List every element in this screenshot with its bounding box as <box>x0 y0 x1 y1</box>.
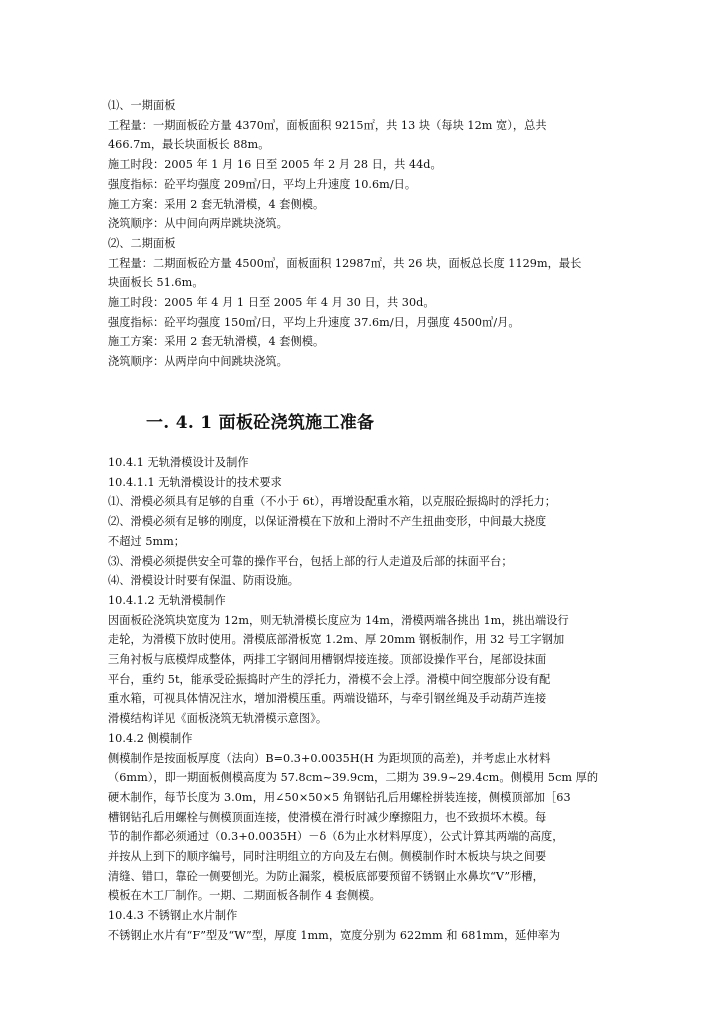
subheading-10-4-1-1: 10.4.1.1 无轨滑模设计的技术要求 <box>108 475 282 489</box>
paragraph-line: 硬木制作，每节长度为 3.0m，用∠50×50×5 角钢钻孔后用螺栓拼装连接，侧模顶部加［63 <box>108 790 571 804</box>
paragraph-line: 因面板砼浇筑块宽度为 12m，则无轨滑模长度应为 14m，滑模两端各挑出 1m，挑出端设行 <box>108 613 569 627</box>
paragraph-line: 工程量：二期面板砼方量 4500㎥，面板面积 12987㎡，共 26 块，面板总长度 1129m，最长 <box>108 256 582 270</box>
paragraph-line: 浇筑顺序：从中间向两岸跳块浇筑。 <box>108 217 288 231</box>
paragraph-line: （6mm），即一期面板侧模高度为 57.8cm~39.9cm，二期为 39.9~29.4cm。侧模用 5cm 厚的 <box>108 771 599 785</box>
paragraph-line: 重水箱，可视具体情况注水，增加滑模压重。两端设锚环，与牵引钢丝绳及手动葫芦连接 <box>108 692 547 706</box>
paragraph-line: 不锈钢止水片有“F”型及“W”型，厚度 1mm，宽度分别为 622mm 和 681mm，延伸率为 <box>108 928 561 942</box>
paragraph-line: 侧模制作是按面板厚度（法向）B=0.3+0.0035H(H 为距坝顶的高差)，并考虑止水材料 <box>108 751 551 765</box>
subheading-10-4-1-2: 10.4.1.2 无轨滑模制作 <box>108 593 226 607</box>
subheading-phase-1: ⑴、一期面板 <box>108 99 176 112</box>
paragraph-line: 施工方案：采用 2 套无轨滑模，4 套侧模。 <box>108 197 325 211</box>
paragraph-line: 施工时段：2005 年 4 月 1 日至 2005 年 4 月 30 日，共 30d。 <box>108 296 435 310</box>
paragraph-line: 466.7m，最长块面板长 88m。 <box>108 138 270 152</box>
paragraph-line: ⑶、滑模必须提供安全可靠的操作平台，包括上部的行人走道及后部的抹面平台； <box>108 554 513 568</box>
paragraph-line: 清缝、错口，靠砼一侧要刨光。为防止漏浆，模板底部要预留不锈钢止水鼻坎“V”形槽， <box>108 869 544 883</box>
paragraph-line: ⑷、滑模设计时要有保温、防雨设施。 <box>108 574 300 588</box>
paragraph-line: 槽钢钻孔后用螺栓与侧模顶面连接，使滑模在滑行时减少摩擦阻力，也不致损坏木模。每 <box>108 810 547 824</box>
subheading-10-4-3: 10.4.3 不锈钢止水片制作 <box>108 909 238 923</box>
paragraph-line: 强度指标：砼平均强度 150㎥/日，平均上升速度 37.6m/日，月强度 4500㎥/月。 <box>108 315 520 329</box>
section-first-phase-panel <box>108 96 616 372</box>
section-heading: 一. 4. 1 面板砼浇筑施工准备 <box>146 413 375 433</box>
paragraph-line: 模板在木工厂制作。一期、二期面板各制作 4 套侧模。 <box>108 889 381 903</box>
subheading-phase-2: ⑵、二期面板 <box>108 236 176 250</box>
paragraph-line: 工程量：一期面板砼方量 4370㎥，面板面积 9215㎡，共 13 块（每块 12m 宽），总共 <box>108 118 547 132</box>
paragraph-line: ⑴、滑模必须具有足够的自重（不小于 6t），再增设配重水箱，以克服砼振捣时的浮托力； <box>108 495 556 509</box>
paragraph-line: 强度指标：砼平均强度 209㎥/日，平均上升速度 10.6m/日。 <box>108 177 417 191</box>
paragraph-line: 并按从上到下的顺序编号，同时注明组立的方向及左右侧。侧模制作时木板块与块之间要 <box>108 850 547 864</box>
paragraph-line: 节的制作都必须通过（0.3+0.0035H）－δ（δ为止水材料厚度），公式计算其两端的高度， <box>108 830 564 844</box>
section-construction-preparation <box>108 453 616 946</box>
paragraph-line: 走轮，为滑模下放时使用。滑模底部滑板宽 1.2m、厚 20mm 钢板制作，用 32 号工字钢加 <box>108 633 565 647</box>
paragraph-line: 浇筑顺序：从两岸向中间跳块浇筑。 <box>108 355 288 369</box>
paragraph-line: 施工方案：采用 2 套无轨滑模，4 套侧模。 <box>108 335 325 349</box>
paragraph-line: 滑模结构详见《面板浇筑无轨滑模示意图》。 <box>108 712 328 726</box>
subheading-10-4-1: 10.4.1 无轨滑模设计及制作 <box>108 456 249 469</box>
paragraph-line: 平台，重约 5t，能承受砼振捣时产生的浮托力，滑模不会上浮。滑模中间空腹部分设有配 <box>108 672 551 686</box>
subheading-10-4-2: 10.4.2 侧模制作 <box>108 731 193 745</box>
paragraph-line: 三角衬板与底模焊成整体，两排工字钢间用槽钢焊接连接。顶部设操作平台，尾部设抹面 <box>108 653 547 667</box>
paragraph-line: 不超过 5mm； <box>108 534 186 548</box>
paragraph-line: 块面板长 51.6m。 <box>108 276 204 290</box>
paragraph-line: ⑵、滑模必须有足够的刚度，以保证滑模在下放和上滑时不产生扭曲变形，中间最大挠度 <box>108 515 547 529</box>
paragraph-line: 施工时段：2005 年 1 月 16 日至 2005 年 2 月 28 日，共 44d。 <box>108 158 442 172</box>
